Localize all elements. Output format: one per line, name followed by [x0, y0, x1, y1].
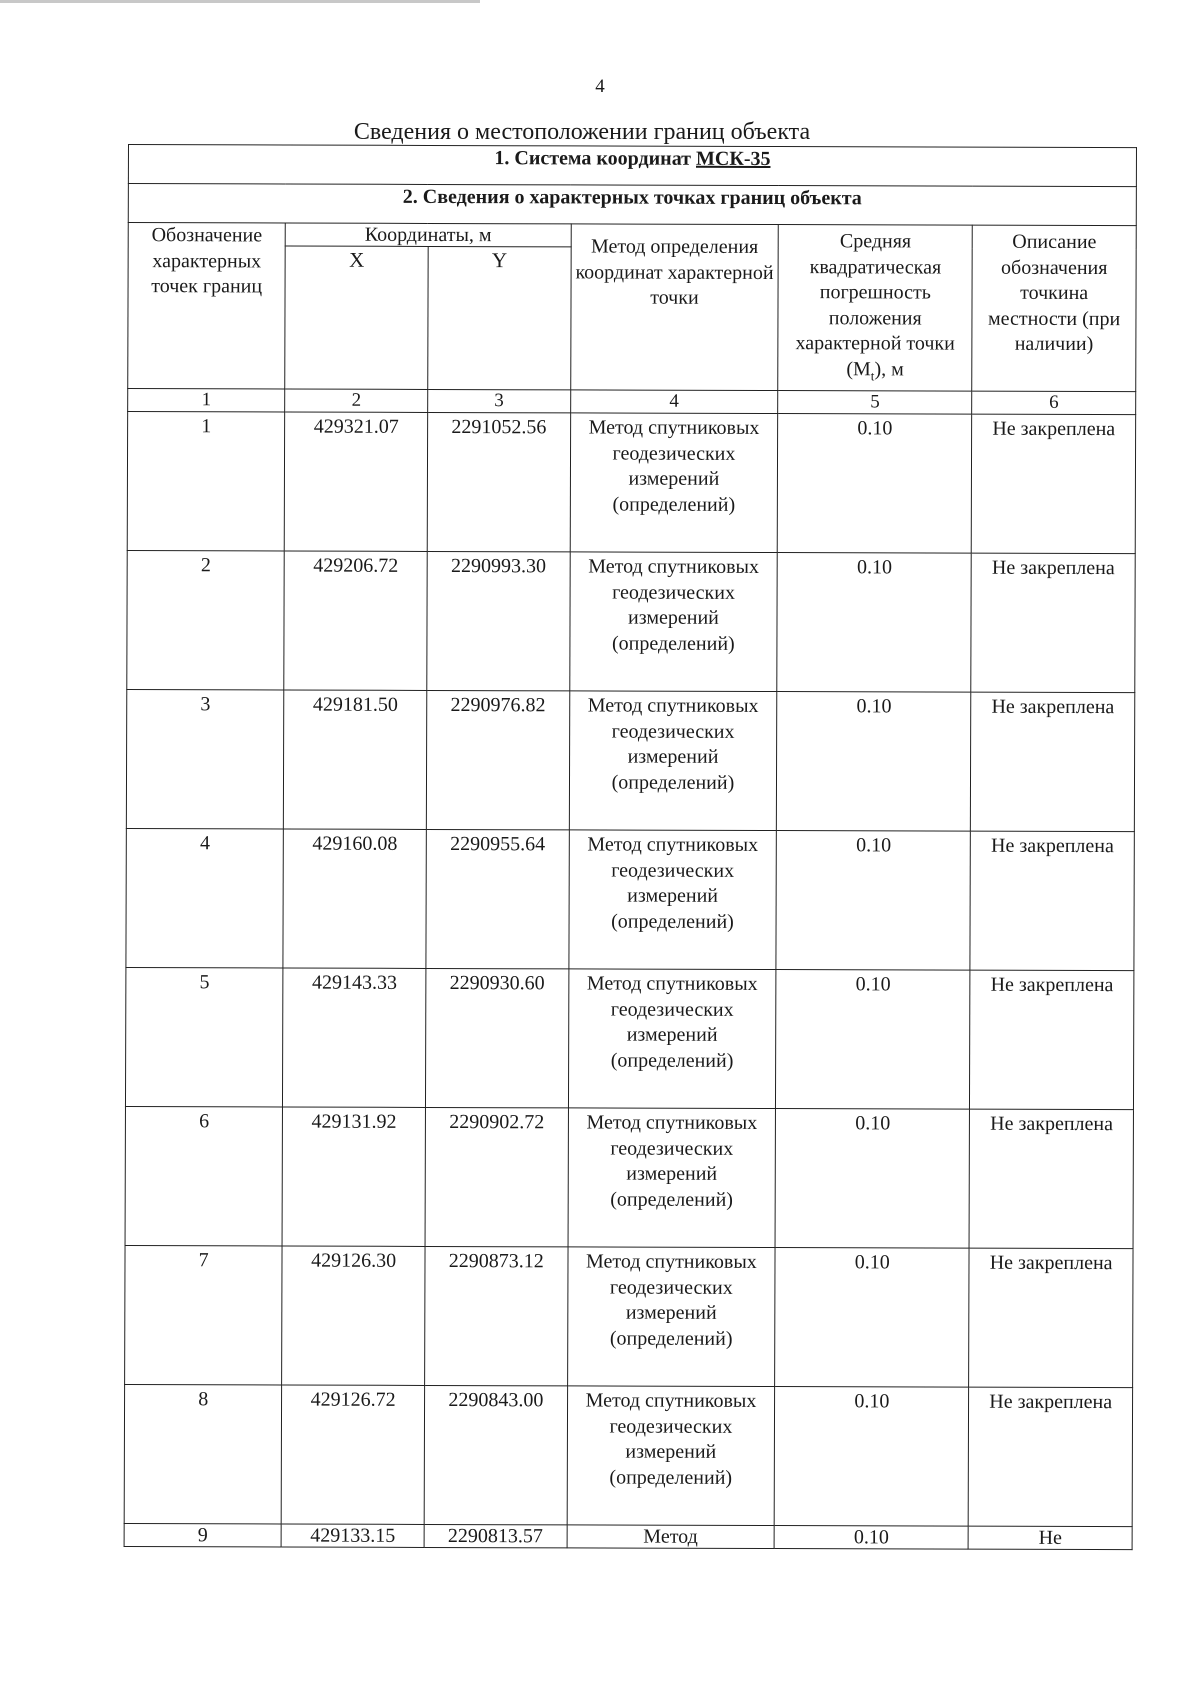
table-row [124, 1384, 1132, 1526]
error-value: 0.10 [777, 692, 971, 832]
method: Метод спутниковых геодезических измерений (определений) [570, 413, 778, 553]
coordinate-x: 429160.08 [283, 829, 426, 968]
point-description: Не закреплена [970, 970, 1134, 1110]
table-row [126, 828, 1134, 970]
error-value: 0.10 [775, 1248, 969, 1388]
error-value: 0.10 [776, 970, 970, 1110]
coordinate-system-cell [128, 145, 1136, 187]
table-row [127, 550, 1135, 692]
method: Метод спутниковых геодезических измерений (определений) [567, 1386, 775, 1526]
coordinate-system-label: 1. Система координат [494, 147, 697, 170]
table-row [125, 1245, 1133, 1387]
coordinate-x: 429206.72 [284, 551, 427, 690]
boundary-points-table [124, 144, 1137, 1550]
table-row [126, 689, 1134, 831]
coordinate-x: 429133.15 [281, 1524, 424, 1547]
column-number: 6 [972, 391, 1136, 415]
point-number: 8 [124, 1384, 282, 1523]
coordinate-y: 2290976.82 [426, 690, 569, 829]
header-error-unit: ), м [874, 358, 904, 381]
method: Метод спутниковых геодезических измерений (определений) [568, 1108, 776, 1248]
point-number: 7 [125, 1245, 283, 1384]
header-description: Описание обозначения точкина местности (при наличии) [972, 225, 1136, 392]
section-row-coordinate-system [128, 145, 1136, 187]
method: Метод спутниковых геодезических измерений (определений) [569, 691, 777, 831]
header-error [778, 225, 973, 392]
coordinate-system-name: МСК-35 [695, 147, 771, 171]
table-row [125, 1106, 1133, 1248]
point-description: Не закреплена [968, 1387, 1132, 1527]
coordinate-x: 429126.30 [282, 1246, 425, 1385]
coordinate-y: 2290873.12 [425, 1246, 568, 1385]
coordinate-y: 2290930.60 [425, 968, 568, 1107]
header-error-subscript: t [870, 368, 875, 384]
section-row-points-info [128, 184, 1136, 226]
coordinate-y: 2290813.57 [424, 1524, 567, 1547]
coordinate-y: 2291052.56 [427, 412, 570, 551]
coordinate-x: 429131.92 [282, 1107, 425, 1246]
error-value: 0.10 [777, 553, 971, 693]
point-number: 3 [126, 689, 284, 828]
method: Метод спутниковых геодезических измерений (определений) [568, 969, 776, 1109]
column-number: 4 [570, 390, 778, 414]
error-value: 0.10 [776, 831, 970, 971]
column-number: 1 [128, 389, 285, 412]
point-description: Не закреплена [970, 831, 1134, 971]
coordinate-x: 429181.50 [284, 690, 427, 829]
table-row [125, 967, 1133, 1109]
method: Метод спутниковых геодезических измерений (определений) [567, 1247, 775, 1387]
point-description: Не закреплена [969, 1109, 1133, 1249]
header-coordinates: Координаты, м [286, 223, 571, 247]
table-row [124, 1523, 1132, 1549]
header-x: X [285, 246, 428, 389]
header-method: Метод определения координат характерной точки [570, 224, 778, 391]
coordinate-x: 429143.33 [283, 968, 426, 1107]
point-number: 5 [125, 967, 283, 1106]
header-row-top [128, 223, 1136, 249]
coordinate-y: 2290902.72 [425, 1107, 568, 1246]
method: Метод спутниковых геодезических измерений (определений) [569, 552, 777, 692]
point-description: Не закреплена [972, 414, 1136, 554]
method: Метод [567, 1525, 775, 1549]
point-description: Не [968, 1526, 1132, 1550]
point-description: Не закреплена [971, 692, 1135, 832]
error-value: 0.10 [778, 414, 972, 554]
header-error-text: Средняя квадратическая погрешность положения характерной точки (M [795, 230, 955, 381]
column-number: 5 [778, 391, 972, 415]
point-description: Не закреплена [971, 553, 1135, 693]
page-number: 4 [595, 76, 605, 97]
method: Метод спутниковых геодезических измерений (определений) [569, 830, 777, 970]
point-number: 1 [127, 412, 285, 551]
coordinate-y: 2290843.00 [424, 1385, 567, 1524]
document-title: Сведения о местоположении границ объекта [353, 119, 811, 145]
error-value: 0.10 [774, 1526, 968, 1550]
point-number: 4 [126, 828, 284, 967]
error-value: 0.10 [774, 1387, 968, 1527]
column-number: 3 [428, 389, 571, 412]
header-designation: Обозначение характерных точек границ [128, 223, 286, 389]
column-number: 2 [285, 389, 428, 412]
points-info-cell: 2. Сведения о характерных точках границ объекта [128, 184, 1136, 226]
coordinate-x: 429126.72 [281, 1385, 424, 1524]
coordinate-y: 2290993.30 [427, 551, 570, 690]
column-number-row [128, 389, 1136, 415]
error-value: 0.10 [775, 1109, 969, 1249]
scan-edge [0, 0, 480, 3]
point-number: 6 [125, 1106, 283, 1245]
coordinate-y: 2290955.64 [426, 829, 569, 968]
header-y: Y [428, 246, 571, 389]
table-row [127, 412, 1135, 554]
point-number: 2 [127, 550, 285, 689]
point-number: 9 [124, 1523, 281, 1546]
point-description: Не закреплена [969, 1248, 1133, 1388]
coordinate-x: 429321.07 [285, 412, 428, 551]
